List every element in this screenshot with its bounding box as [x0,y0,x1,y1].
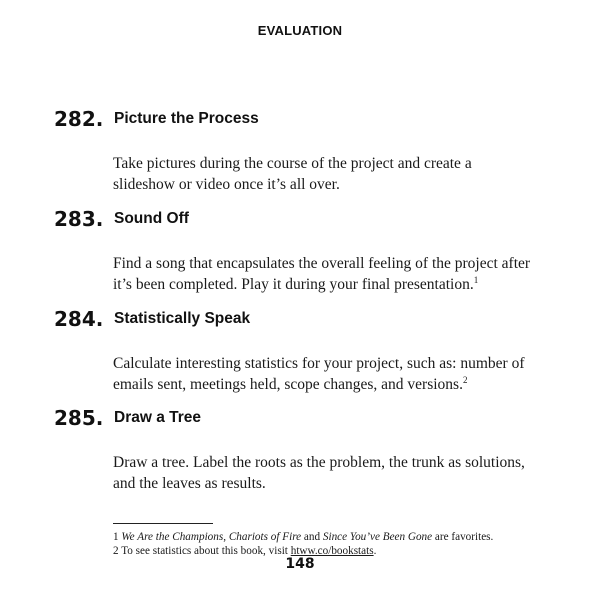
song-title: Since You’ve Been Gone [322,531,433,543]
footnote-1 [113,530,493,544]
tip-item-282 [54,106,554,193]
tip-title: Statistically Speak [114,310,251,327]
tip-item-283 [54,206,554,293]
tip-body-text: Calculate interesting statistics for your project, such as: number of emails sent, meetings held, scope changes, and versions. [113,355,525,393]
tip-item-284 [54,306,554,393]
tip-body [113,153,533,195]
tip-heading [54,106,554,136]
tip-body-text: Find a song that encapsulates the overall feeling of the project after it’s been completed. Play it during your final presentation. [113,255,531,293]
bookstats-link[interactable]: htww.co/bookstats [290,545,374,557]
song-title: Chariots of Fire [228,531,302,543]
tip-number: 283. [54,207,104,231]
footnote-reference[interactable]: 2 [462,374,468,385]
page-number: 148 [285,556,315,572]
tip-number: 284. [54,307,104,331]
tip-item-285 [54,405,554,492]
footnote-separator: and [301,531,323,543]
tip-number: 282. [54,107,104,131]
footnote-text: To see statistics about this book, visit [121,545,291,557]
footnote-divider [113,523,213,524]
song-title: We Are the Champions [121,531,224,543]
footnote-marker: 2 [113,545,119,557]
footnote-separator: , [223,531,229,543]
running-header: EVALUATION [257,23,343,38]
footnote-reference[interactable]: 1 [473,274,479,285]
tip-title: Sound Off [114,210,189,227]
tip-body [113,253,533,295]
tip-body-text: Take pictures during the course of the project and create a slideshow or video once it’s all over. [113,155,472,193]
tip-heading [54,206,554,236]
footnote-text: are favorites. [432,531,494,543]
tip-title: Draw a Tree [114,409,202,426]
footnote-marker: 1 [113,531,119,543]
footnote-text: . [373,545,377,557]
tip-body [113,353,533,395]
tip-heading [54,306,554,336]
tip-title: Picture the Process [114,110,259,127]
tip-number: 285. [54,406,104,430]
tip-body [113,452,533,494]
tip-body-text: Draw a tree. Label the roots as the problem, the trunk as solutions, and the leaves as results. [113,454,525,492]
tip-heading [54,405,554,435]
